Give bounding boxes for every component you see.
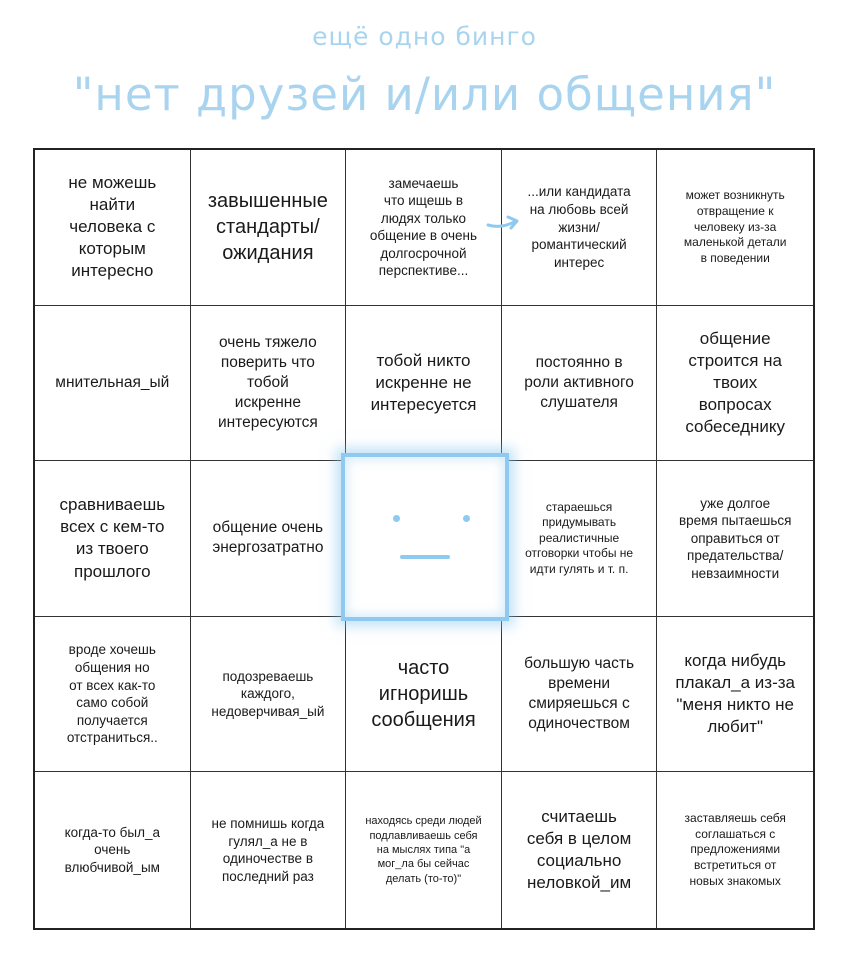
left-eye <box>393 515 400 522</box>
sad-face-icon <box>341 453 509 621</box>
bingo-cell[interactable]: общение очень энергозатратно <box>191 461 347 617</box>
bingo-cell[interactable]: замечаешь что ищешь в людях только общение в очень долгосрочной перспективе... <box>346 150 502 306</box>
bingo-cell[interactable]: находясь среди людей подлавливаешь себя на мыслях типа "а мог_ла бы сейчас делать (то-то)" <box>346 772 502 928</box>
bingo-cell[interactable]: заставляешь себя соглашаться с предложениями встретиться от новых знакомых <box>684 811 786 888</box>
bingo-cell[interactable]: вроде хочешь общения но от всех как-то само собой получается отстраниться.. <box>35 617 191 773</box>
bingo-cell[interactable]: большую часть времени смиряешься с одиночеством <box>502 617 658 773</box>
page-title: "нет друзей и/или общения" <box>72 68 777 121</box>
bingo-cell[interactable]: подозреваешь каждого, недоверчивая_ый <box>191 617 347 773</box>
bingo-cell[interactable]: общение строится на твоих вопросах собеседнику <box>657 306 813 462</box>
bingo-cell[interactable]: мнительная_ый <box>35 306 191 462</box>
bingo-cell[interactable]: не помнишь когда гулял_а не в одиночестве в последний раз <box>191 772 347 928</box>
bingo-cell[interactable]: стараешься придумывать реалистичные отговорки чтобы не идти гулять и т. п. <box>502 461 658 617</box>
arrow-right-icon <box>486 213 522 233</box>
bingo-cell[interactable]: ...или кандидата на любовь всей жизни/ романтический интерес <box>502 150 658 306</box>
bingo-cell[interactable]: считаешь себя в целом социально неловкой_им <box>502 772 658 928</box>
bingo-cell[interactable]: завышенные стандарты/ ожидания <box>191 150 347 306</box>
bingo-cell[interactable]: постоянно в роли активного слушателя <box>502 306 658 462</box>
subtitle: ещё одно бинго <box>312 22 537 51</box>
bingo-cell[interactable]: сравниваешь всех с кем-то из твоего прошлого <box>35 461 191 617</box>
bingo-cell[interactable]: когда-то был_а очень влюбчивой_ым <box>35 772 191 928</box>
bingo-cell[interactable]: может возникнуть отвращение к человеку из-за маленькой детали в поведении <box>657 150 813 306</box>
mouth <box>400 555 450 559</box>
right-eye <box>463 515 470 522</box>
bingo-cell[interactable]: не можешь найти человека с которым интересно <box>35 150 191 306</box>
bingo-cell[interactable]: часто игноришь сообщения <box>346 617 502 773</box>
bingo-cell[interactable]: тобой никто искренне не интересуется <box>346 306 502 462</box>
bingo-cell[interactable]: уже долгое время пытаешься оправиться от предательства/ невзаимности <box>657 461 813 617</box>
bingo-cell[interactable]: когда нибудь плакал_а из-за "меня никто не любит" <box>657 617 813 773</box>
bingo-cell[interactable]: очень тяжело поверить что тобой искренне интересуются <box>191 306 347 462</box>
